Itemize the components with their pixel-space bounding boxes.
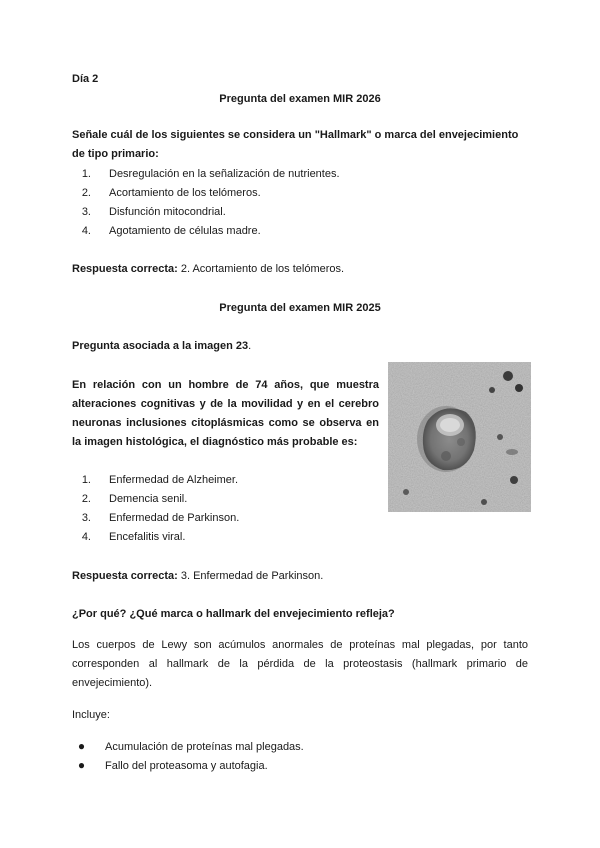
question-2025-line: neuronas inclusiones citoplásmicas como se observa en — [72, 417, 379, 429]
option-text: Disfunción mitocondrial. — [109, 206, 226, 218]
option-text: Enfermedad de Parkinson. — [109, 512, 240, 524]
option-text: Encefalitis viral. — [109, 531, 186, 543]
bullet-text: Acumulación de proteínas mal plegadas. — [105, 741, 304, 753]
image-reference-label: Pregunta asociada a la imagen 23 — [72, 340, 249, 352]
why-paragraph-line: Los cuerpos de Lewy son acúmulos anormales de proteínas mal plegadas, por tanto — [72, 639, 528, 651]
bullet-text: Fallo del proteasoma y autofagia. — [105, 760, 268, 772]
answer-label: Respuesta correcta: — [72, 570, 178, 582]
option-number: 3. — [81, 512, 91, 524]
question-2025-line: alteraciones cognitivas y de la movilidad y en el cerebro — [72, 398, 379, 410]
option-text: Demencia senil. — [109, 493, 188, 505]
option-number: 2. — [81, 493, 91, 505]
why-heading: ¿Por qué? ¿Qué marca o hallmark del envejecimiento refleja? — [72, 608, 395, 620]
option-item — [72, 168, 340, 182]
day-label: Día 2 — [72, 73, 99, 85]
answer-label: Respuesta correcta: — [72, 263, 178, 275]
option-number: 4. — [81, 225, 91, 237]
option-text: Agotamiento de células madre. — [109, 225, 261, 237]
option-item — [72, 531, 185, 545]
option-text: Desregulación en la señalización de nutrientes. — [109, 168, 340, 180]
option-number: 4. — [81, 531, 91, 543]
option-item — [72, 512, 239, 526]
bullet-dot-icon: ● — [77, 758, 86, 772]
option-number: 1. — [81, 474, 91, 486]
answer-2025 — [72, 570, 323, 584]
question-2025-line: la imagen histológica, el diagnóstico más probable es: — [72, 436, 358, 448]
section-heading-2026: Pregunta del examen MIR 2026 — [219, 93, 381, 105]
option-item — [72, 206, 226, 220]
question-2026-line-2: de tipo primario: — [72, 148, 159, 160]
image-reference-dot: . — [248, 340, 252, 352]
option-item — [72, 225, 261, 239]
answer-text: 2. Acortamiento de los telómeros. — [177, 263, 345, 275]
bullet-item — [72, 739, 304, 755]
option-item — [72, 187, 261, 201]
option-number: 3. — [81, 206, 91, 218]
option-item — [72, 474, 238, 488]
histology-image — [388, 362, 531, 512]
question-2025-block — [72, 379, 379, 455]
section-heading-2025: Pregunta del examen MIR 2025 — [219, 302, 381, 314]
bullet-dot-icon: ● — [77, 739, 86, 753]
bullet-item — [72, 758, 268, 774]
option-item — [72, 493, 187, 507]
answer-text: 3. Enfermedad de Parkinson. — [177, 570, 324, 582]
option-text: Enfermedad de Alzheimer. — [109, 474, 239, 486]
option-text: Acortamiento de los telómeros. — [109, 187, 261, 199]
why-paragraph-line: corresponden al hallmark de la pérdida de la proteostasis (hallmark primario de — [72, 658, 528, 670]
why-paragraph — [72, 639, 528, 696]
option-number: 1. — [81, 168, 91, 180]
answer-2026 — [72, 263, 344, 277]
why-paragraph-line: envejecimiento). — [72, 677, 153, 689]
option-number: 2. — [81, 187, 91, 199]
question-2025-line: En relación con un hombre de 74 años, que muestra — [72, 379, 379, 391]
question-2026-line-1: Señale cuál de los siguientes se considera un "Hallmark" o marca del envejecimiento — [72, 129, 519, 141]
includes-label: Incluye: — [72, 709, 110, 721]
image-reference — [72, 340, 251, 354]
